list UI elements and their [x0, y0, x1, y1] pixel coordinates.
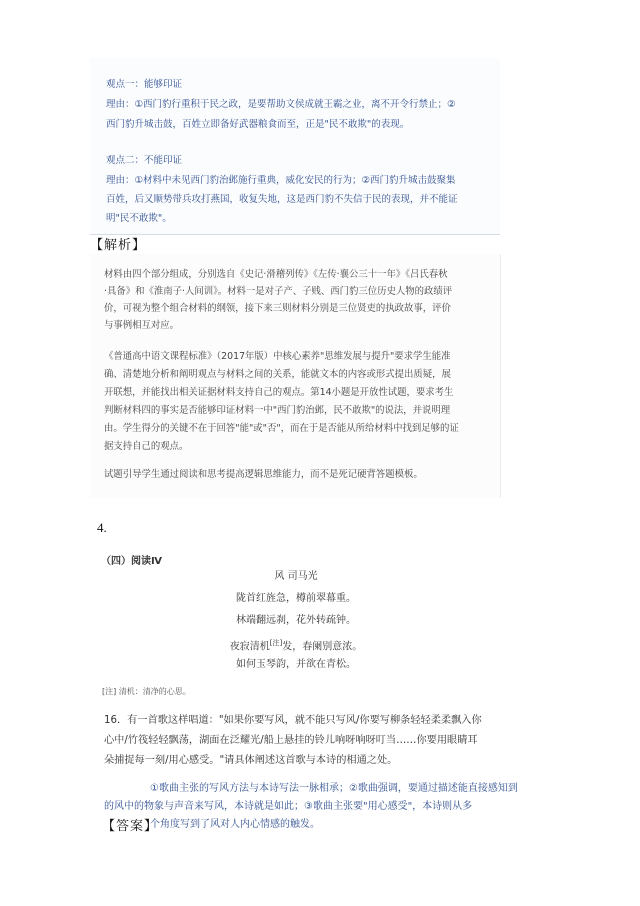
analysis-para2-line-4: 判断材料四的事实是否能够印证材料一中"西门豹治邺，民不敢欺"的说法，并说明理	[104, 405, 451, 416]
poem-line-1: 陇首红旌急，樽前翠幕重。	[236, 593, 356, 604]
poem-note: [注] 清机：清净的心思。	[102, 687, 191, 696]
answer-line-2: 的风中的物象与声音来写风，本诗就是如此；③歌曲主张要"用心感受"，本诗则从多	[104, 801, 473, 812]
q16-line-2: 心中/竹筏轻轻飘荡，湖面在泛耀光/船上悬挂的铃儿响呀响呀叮当……你要用眼睛耳	[104, 735, 478, 746]
poem-line-3-part-2: 发，春阑别意浓。	[282, 641, 363, 653]
answer-tag: 【答案】	[102, 819, 159, 834]
analysis-para2-line-3: 开联想，并能找出相关证据材料支持自己的观点。第14小题是开放性试题，要求考生	[104, 387, 454, 398]
viewpoint-1-line-2: 西门豹升城击鼓，百姓立即备好武器粮食而至，正是"民不敢欺"的表现。	[106, 119, 410, 130]
poem-line-3-part-1: 夜寂清机	[229, 641, 270, 653]
poem-title: 风 司马光	[274, 571, 318, 582]
analysis-para3-line-1: 试题引导学生通过阅读和思考提高逻辑思维能力，而不是死记硬背答题模板。	[104, 469, 423, 480]
viewpoint-1-line-1: 理由：①西门豹行重积于民之政，是要帮助文侯成就王霸之业，离不开令行禁止；②	[106, 99, 456, 110]
analysis-para2-line-2: 确、清楚地分析和阐明观点与材料之间的关系，能就文本的内容或形式提出质疑，展	[104, 369, 451, 380]
question-number: 4.	[97, 520, 107, 535]
answer-line-3: 个角度写到了风对人内心情感的触发。	[150, 819, 320, 830]
q16-line-1: 16．有一首歌这样唱道："如果你要写风，就不能只写风/你要写柳条轻轻柔柔飘入你	[104, 715, 482, 726]
q16-line-3: 朵捕捉每一刻/用心感受。"请具体阐述这首歌与本诗的相通之处。	[104, 755, 398, 766]
analysis-para2-line-5: 由。学生得分的关键不在于回答"能"或"否"，而在于是否能从所给材料中找到足够的证	[104, 423, 459, 434]
analysis-para1-line-1: 材料由四个部分组成，分别选自《史记·滑稽列传》《左传·襄公三十一年》《吕氏春秋	[104, 269, 448, 280]
viewpoint-2-line-1: 理由：①材料中未见西门豹治邺施行重典，威化安民的行为；②西门豹升城击鼓聚集	[106, 175, 456, 186]
analysis-para2-line-1: 《普通高中语文课程标准》（2017年版）中核心素养"思维发展与提升"要求学生能准	[104, 351, 451, 362]
viewpoint-2-line-3: 明"民不敢欺"。	[106, 213, 172, 224]
answer-line-1: ①歌曲主张的写风方法与本诗写法一脉相承；②歌曲强调，要通过描述能直接感知到	[150, 783, 518, 794]
analysis-para1-line-2: ·具备》和《淮南子·人间训》。材料一是对子产、子贱、西门豹三位历史人物的政绩评	[104, 286, 453, 297]
analysis-para1-line-4: 与事例相互对应。	[104, 320, 180, 331]
poem-line-4: 如何玉琴韵，并欲在青松。	[236, 659, 356, 670]
reading-section-title: （四）阅读Ⅳ	[101, 556, 162, 567]
viewpoint-2-line-2: 百姓，后又顺势带兵攻打燕国，收复失地，这是西门豹不失信于民的表现，并不能证	[106, 194, 458, 205]
analysis-para1-line-3: 价，可视为整个组合材料的纲领，接下来三则材料分别是三位贤吏的执政故事，评价	[104, 303, 451, 314]
note-marker: [注]	[269, 639, 283, 647]
analysis-para2-line-6: 据支持自己的观点。	[104, 441, 189, 452]
viewpoint-1-title: 观点一：能够印证	[106, 79, 183, 90]
poem-line-2: 林端翻远刹，花外转疏钟。	[236, 615, 356, 626]
viewpoint-2-title: 观点二：不能印证	[106, 155, 183, 166]
analysis-tag: 【解析】	[90, 238, 147, 253]
